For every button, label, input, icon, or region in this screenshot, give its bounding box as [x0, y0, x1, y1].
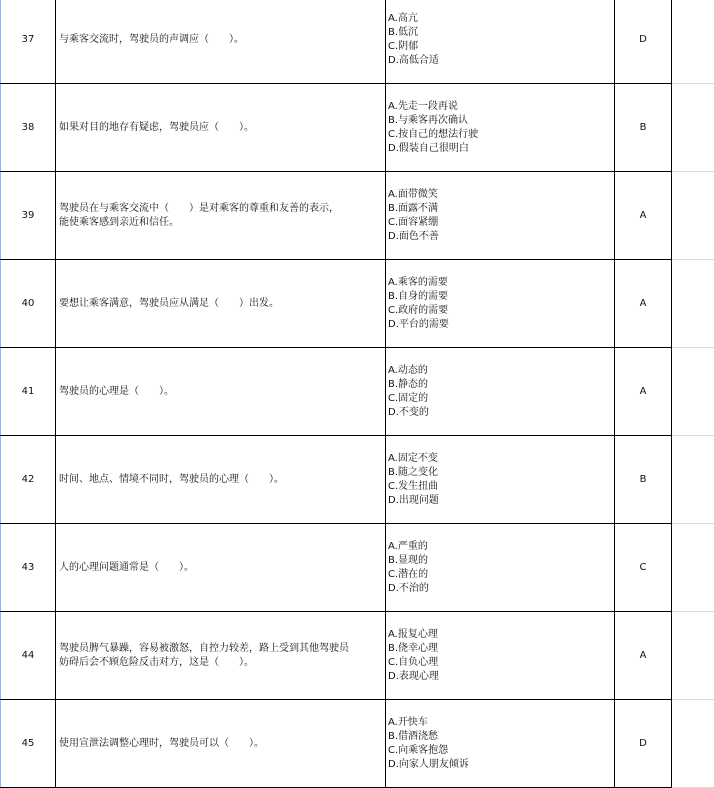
table-row — [0, 612, 714, 700]
answer-cell[interactable] — [615, 260, 672, 347]
option-item: D.不治的 — [388, 582, 429, 594]
option-item: C.按自己的想法行驶 — [388, 128, 479, 140]
question-cell[interactable] — [56, 172, 386, 259]
option-item: A.先走一段再说 — [388, 100, 458, 112]
question-cell[interactable] — [56, 436, 386, 523]
option-item: B.随之变化 — [388, 466, 439, 478]
option-item: A.乘客的需要 — [388, 276, 448, 288]
question-number: 37 — [21, 34, 35, 45]
option-item: C.发生扭曲 — [388, 480, 439, 492]
option-item: A.严重的 — [388, 540, 428, 552]
question-number: 44 — [21, 650, 35, 661]
question-number-cell[interactable] — [0, 84, 56, 171]
question-number: 41 — [21, 386, 35, 397]
option-item: D.表现心理 — [388, 670, 439, 682]
table-row — [0, 172, 714, 260]
answer-value: D — [639, 738, 647, 749]
question-text-line: 要想让乘客满意，驾驶员应从满足（ ）出发。 — [59, 297, 279, 309]
options-cell[interactable] — [386, 612, 615, 699]
answer-value: D — [639, 34, 647, 45]
question-cell[interactable] — [56, 260, 386, 347]
question-number: 40 — [21, 298, 35, 309]
answer-value: A — [639, 298, 647, 309]
option-item: C.向乘客抱怨 — [388, 744, 449, 756]
question-text-line: 驾驶员在与乘客交流中（ ）是对乘客的尊重和友善的表示， — [59, 202, 339, 214]
answer-value: B — [639, 474, 647, 485]
question-cell[interactable] — [56, 612, 386, 699]
option-item: A.高亢 — [388, 12, 418, 24]
question-text-line: 驾驶员脾气暴躁，容易被激怒，自控力较差，路上受到其他驾驶员 — [59, 642, 349, 654]
answer-value: A — [639, 386, 647, 397]
option-item: D.假装自己很明白 — [388, 142, 469, 154]
question-number: 43 — [21, 562, 35, 573]
option-item: A.动态的 — [388, 364, 428, 376]
option-item: B.静态的 — [388, 378, 429, 390]
options-cell[interactable] — [386, 172, 615, 259]
options-cell[interactable] — [386, 348, 615, 435]
options-cell[interactable] — [386, 84, 615, 171]
answer-value: A — [639, 210, 647, 221]
option-item: A.报复心理 — [388, 628, 438, 640]
answer-cell[interactable] — [615, 0, 672, 83]
answer-cell[interactable] — [615, 84, 672, 171]
option-item: D.高低合适 — [388, 54, 439, 66]
table-row — [0, 84, 714, 172]
question-text-line: 与乘客交流时，驾驶员的声调应（ ）。 — [59, 33, 244, 45]
question-cell[interactable] — [56, 348, 386, 435]
table-row — [0, 0, 714, 84]
question-number: 38 — [21, 122, 35, 133]
option-item: C.自负心理 — [388, 656, 439, 668]
question-text-line: 时间、地点、情境不同时，驾驶员的心理（ ）。 — [59, 473, 284, 485]
table-row — [0, 348, 714, 436]
option-item: B.侥幸心理 — [388, 642, 439, 654]
option-item: A.面带微笑 — [388, 188, 438, 200]
question-text-line: 如果对目的地存有疑虑，驾驶员应（ ）。 — [59, 121, 254, 133]
answer-cell[interactable] — [615, 524, 672, 611]
question-number: 39 — [21, 210, 35, 221]
question-text-line: 驾驶员的心理是（ ）。 — [59, 385, 174, 397]
question-cell[interactable] — [56, 84, 386, 171]
option-item: D.向家人朋友倾诉 — [388, 758, 469, 770]
question-number-cell[interactable] — [0, 524, 56, 611]
option-item: B.与乘客再次确认 — [388, 114, 469, 126]
option-item: C.面容紧绷 — [388, 216, 439, 228]
option-item: C.政府的需要 — [388, 304, 449, 316]
answer-cell[interactable] — [615, 700, 672, 787]
answer-cell[interactable] — [615, 436, 672, 523]
options-cell[interactable] — [386, 436, 615, 523]
question-text-line: 人的心理问题通常是（ ）。 — [59, 561, 194, 573]
question-text-line: 使用宣泄法调整心理时，驾驶员可以（ ）。 — [59, 737, 264, 749]
question-number-cell[interactable] — [0, 0, 56, 83]
question-cell[interactable] — [56, 700, 386, 787]
option-item: C.潜在的 — [388, 568, 429, 580]
table-row — [0, 524, 714, 612]
options-cell[interactable] — [386, 700, 615, 787]
table-row — [0, 700, 714, 788]
answer-cell[interactable] — [615, 612, 672, 699]
answer-cell[interactable] — [615, 348, 672, 435]
question-number: 42 — [21, 474, 35, 485]
options-cell[interactable] — [386, 524, 615, 611]
question-number-cell[interactable] — [0, 700, 56, 787]
answer-cell[interactable] — [615, 172, 672, 259]
answer-value: C — [639, 562, 647, 573]
question-number-cell[interactable] — [0, 348, 56, 435]
options-cell[interactable] — [386, 260, 615, 347]
question-number: 45 — [21, 738, 35, 749]
option-item: B.自身的需要 — [388, 290, 449, 302]
question-number-cell[interactable] — [0, 260, 56, 347]
option-item: D.不变的 — [388, 406, 429, 418]
option-item: B.显现的 — [388, 554, 429, 566]
option-item: C.固定的 — [388, 392, 429, 404]
table-row — [0, 436, 714, 524]
answer-value: A — [639, 650, 647, 661]
option-item: D.出现问题 — [388, 494, 439, 506]
question-cell[interactable] — [56, 0, 386, 83]
question-text-line: 妨碍后会不顾危险反击对方，这是（ ）。 — [59, 656, 254, 668]
option-item: D.面色不善 — [388, 230, 439, 242]
option-item: B.面露不满 — [388, 202, 439, 214]
option-item: A.开快车 — [388, 716, 428, 728]
question-text-line: 能使乘客感到亲近和信任。 — [59, 216, 179, 228]
option-item: A.固定不变 — [388, 452, 438, 464]
question-number-cell[interactable] — [0, 436, 56, 523]
options-cell[interactable] — [386, 0, 615, 83]
option-item: B.借酒浇愁 — [388, 730, 439, 742]
answer-value: B — [639, 122, 647, 133]
question-cell[interactable] — [56, 524, 386, 611]
option-item: B.低沉 — [388, 26, 419, 38]
table-row — [0, 260, 714, 348]
question-number-cell[interactable] — [0, 172, 56, 259]
question-number-cell[interactable] — [0, 612, 56, 699]
option-item: C.阴郁 — [388, 40, 419, 52]
option-item: D.平台的需要 — [388, 318, 449, 330]
